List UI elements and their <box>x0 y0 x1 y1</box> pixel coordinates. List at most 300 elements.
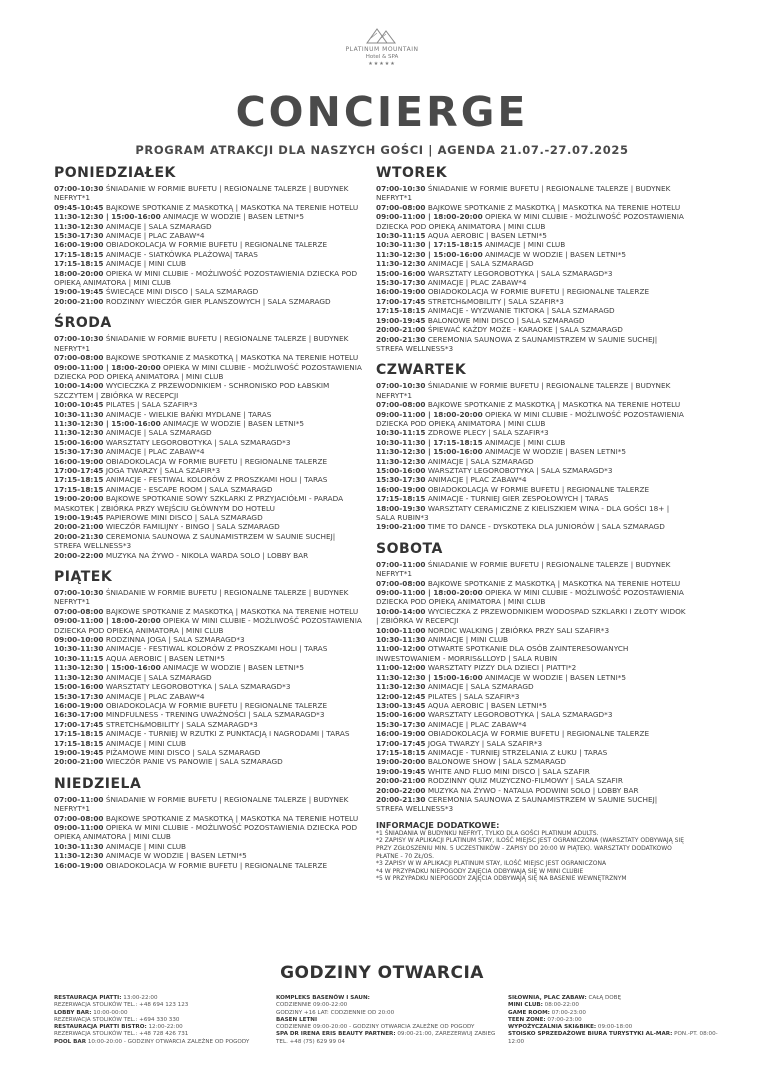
entry-description: BAJKOWE SPOTKANIE Z MASKOTKĄ | MASKOTKA NA TERENIE HOTELU <box>427 578 681 588</box>
schedule-entry <box>54 222 364 231</box>
entry-time: 11:30-12:30 | 15:00-16:00 <box>376 447 483 457</box>
schedule-entry <box>54 757 364 766</box>
schedule-entry <box>376 400 686 409</box>
opening-hours-title: GODZINY OTWARCIA <box>280 963 484 983</box>
schedule-entry <box>376 692 686 701</box>
schedule-entry <box>54 475 364 484</box>
entry-time: 18:00-20:00 <box>54 268 104 278</box>
schedule-entry <box>376 757 686 766</box>
entry-time: 09:00-11:00 | 18:00-20:00 <box>54 362 161 372</box>
day-items <box>54 184 364 306</box>
hours-label: STOISKO SPRZEDAŻOWE BIURA TURYSTYKI AL-MAR: <box>508 1031 673 1038</box>
entry-time: 19:00-19:45 <box>376 315 426 325</box>
entry-time: 07:00-11:00 <box>54 794 104 804</box>
day-items <box>54 588 364 767</box>
hours-label: SPA DR IRENA ERIS BEAUTY PARTNER: <box>276 1031 396 1038</box>
entry-time: 11:30-12:30 <box>54 851 104 861</box>
entry-description: ŚNIADANIE W FORMIE BUFETU | REGIONALNE TALERZE | BUDYNEK NEFRYT*1 <box>376 559 671 579</box>
entry-description: OPIEKA W MINI CLUBIE - MOŻLIWOŚĆ POZOSTAWIENIA DZIECKA POD OPIEKĄ ANIMATORA | MINI CLUB <box>376 409 684 428</box>
schedule-entry <box>54 823 364 842</box>
schedule-entry <box>376 579 686 588</box>
hours-label: RESTAURACJA PIATTI BISTRO: <box>54 1024 147 1031</box>
entry-time: 11:00-12:00 <box>376 644 426 654</box>
brand-stars: ★★★★★ <box>368 61 396 67</box>
entry-description: ANIMACJE W WODZIE | BASEN LETNI*5 <box>485 249 627 259</box>
entry-time: 16:00-19:00 <box>54 860 104 870</box>
entry-time: 10:00-10:45 <box>54 400 104 410</box>
schedule-entry <box>376 673 686 682</box>
hours-label: RESTAURACJA PIATTI: <box>54 995 122 1001</box>
entry-description: OPIEKA W MINI CLUBIE - MOŻLIWOŚĆ POZOSTAWIENIA DZIECKA POD OPIEKĄ ANIMATORA | MINI CLUB <box>54 268 358 288</box>
entry-time: 07:00-11:00 <box>376 559 426 569</box>
schedule-entry <box>376 475 686 484</box>
entry-description: ANIMACJE | MINI CLUB <box>105 738 187 748</box>
entry-description: WYCIECZKA Z PRZEWODNIKIEM WODOSPAD SZKLARKI I ZŁOTY WIDOK | ZBIÓRKA W RECEPCJI <box>376 606 686 626</box>
schedule-entry <box>54 851 364 860</box>
schedule-entry <box>54 410 364 419</box>
entry-time: 15:30-17:30 <box>54 691 104 701</box>
entry-time: 16:00-19:00 <box>376 729 426 739</box>
schedule-entry <box>54 231 364 240</box>
entry-description: ŚNIADANIE W FORMIE BUFETU | REGIONALNE TALERZE | BUDYNEK NEFRYT*1 <box>376 184 671 203</box>
entry-description: ANIMACJE - SIATKÓWKA PLAŻOWA| TARAS <box>105 249 258 259</box>
hours-row <box>276 1024 496 1031</box>
entry-description: WARSZTATY LEGOROBOTYKA | SALA SZMARAGD*3 <box>427 710 613 720</box>
entry-description: MUZYKA NA ŻYWO - NIKOLA WARDA SOLO | LOBBY BAR <box>105 550 309 560</box>
entry-time: 19:00-20:00 <box>54 494 104 504</box>
entry-time: 11:30-12:30 <box>54 672 104 682</box>
entry-description: ANIMACJE | PLAC ZABAW*4 <box>105 691 205 701</box>
entry-description: ANIMACJE | MINI CLUB <box>485 240 566 250</box>
entry-description: MUZYKA NA ŻYWO - NATALIA PODWINI SOLO | LOBBY BAR <box>427 785 639 795</box>
schedule-entry <box>376 316 686 325</box>
entry-time: 07:00-08:00 <box>54 606 104 616</box>
entry-time: 11:30-12:30 | 15:00-16:00 <box>54 418 161 428</box>
schedule-entry <box>54 466 364 475</box>
day-title: CZWARTEK <box>376 362 467 379</box>
entry-description: ANIMACJE | SALA SZMARAGD <box>105 428 212 438</box>
entry-description: ANIMACJE W WODZIE | BASEN LETNI*5 <box>105 851 247 861</box>
entry-time: 09:00-11:00 | 18:00-20:00 <box>54 616 161 626</box>
info-note: *5 W PRZYPADKU NIEPOGODY ZAJĘCIA ODBYWAJĄ SIĘ NA BASENIE WEWNĘTRZNYM <box>376 875 627 883</box>
entry-description: OPIEKA W MINI CLUBIE - MOŻLIWOŚĆ POZOSTAWIENIA DZIECKA POD OPIEKĄ ANIMATORA | MINI CLUB <box>54 362 362 381</box>
schedule-entry <box>54 419 364 428</box>
schedule-entry <box>54 795 364 814</box>
schedule-entry <box>54 400 364 409</box>
schedule-entry <box>376 682 686 691</box>
schedule-entry <box>376 729 686 738</box>
entry-description: ANIMACJE W WODZIE | BASEN LETNI*5 <box>485 672 627 682</box>
schedule-entry <box>54 494 364 513</box>
entry-description: ŚNIADANIE W FORMIE BUFETU | REGIONALNE TALERZE | BUDYNEK NEFRYT*1 <box>54 588 349 607</box>
hours-row <box>276 1010 496 1017</box>
entry-time: 19:00-19:45 <box>54 287 104 297</box>
entry-time: 15:30-17:30 <box>54 231 104 241</box>
schedule-entry <box>376 767 686 776</box>
schedule-entry <box>376 335 686 354</box>
entry-description: ŚNIADANIE W FORMIE BUFETU | REGIONALNE TALERZE | BUDYNEK NEFRYT*1 <box>54 794 349 814</box>
entry-time: 20:00-21:00 <box>54 757 104 767</box>
entry-time: 11:30-12:30 | 15:00-16:00 <box>376 672 483 682</box>
schedule-entry <box>376 663 686 672</box>
schedule-entry <box>54 692 364 701</box>
hours-label: WYPOŻYCZALNIA SKI&BIKE: <box>508 1024 597 1031</box>
entry-description: ANIMACJE - ESCAPE ROOM | SALA SZMARAGD <box>105 484 273 494</box>
entry-description: OBIADOKOLACJA W FORMIE BUFETU | REGIONALNE TALERZE <box>427 484 650 494</box>
schedule-entry <box>376 447 686 456</box>
entry-description: CEREMONIA SAUNOWA Z SAUNAMISTRZEM W SAUNIE SUCHEJ| STREFA WELLNESS*3 <box>376 794 658 814</box>
entry-description: ANIMACJE - WYZWANIE TIKTOKA | SALA SZMARAGD <box>427 306 615 316</box>
entry-time: 20:00-21:00 <box>54 522 104 532</box>
info-title: INFORMACJE DODATKOWE: <box>376 819 500 830</box>
entry-description: OPIEKA W MINI CLUBIE - MOŻLIWOŚĆ POZOSTAWIENIA DZIECKA POD OPIEKĄ ANIMATORA | MINI CLUB <box>54 822 358 842</box>
entry-description: OPIEKA W MINI CLUBIE - MOŻLIWOŚĆ POZOSTAWIENIA DZIECKA POD OPIEKĄ ANIMATORA | MINI CLUB <box>376 212 684 231</box>
day-title: PONIEDZIAŁEK <box>54 165 176 181</box>
hours-row <box>508 995 728 1002</box>
day-title: SOBOTA <box>376 540 443 557</box>
schedule-entry <box>376 607 686 626</box>
entry-time: 15:00-16:00 <box>54 682 104 692</box>
entry-description: STRETCH&MOBILITY | SALA SZAFIR*3 <box>427 296 564 306</box>
entry-time: 15:00-16:00 <box>376 465 426 475</box>
entry-description: RODZINNY WIECZÓR GIER PLANSZOWYCH | SALA SZMARAGD <box>105 296 331 306</box>
entry-time: 15:00-16:00 <box>54 437 104 447</box>
schedule-entry <box>54 212 364 221</box>
entry-time: 09:00-11:00 | 18:00-20:00 <box>376 212 483 222</box>
schedule-entry <box>54 635 364 644</box>
entry-description: STRETCH&MOBILITY | SALA SZMARAGD*3 <box>105 719 258 729</box>
entry-time: 07:00-08:00 <box>54 813 104 823</box>
hours-row <box>54 1002 274 1009</box>
entry-time: 09:45-10:45 <box>54 202 104 212</box>
schedule-entry <box>376 428 686 437</box>
entry-description: WARSZTATY LEGOROBOTYKA | SALA SZMARAGD*3 <box>427 465 613 475</box>
entry-time: 17:15-18:15 <box>54 729 104 739</box>
hours-column-3 <box>508 995 728 1046</box>
hours-label: SIŁOWNIA, PLAC ZABAW: <box>508 995 587 1001</box>
schedule-entry <box>376 184 686 203</box>
schedule-entry <box>54 447 364 456</box>
schedule-entry <box>376 466 686 475</box>
hours-label: BASEN LETNI <box>276 1016 318 1023</box>
entry-time: 19:00-20:00 <box>376 757 426 767</box>
schedule-entry <box>54 842 364 851</box>
entry-time: 07:00-10:30 <box>54 334 104 344</box>
entry-description: BAJKOWE SPOTKANIE Z MASKOTKĄ | MASKOTKA NA TERENIE HOTELU <box>427 400 681 410</box>
entry-time: 09:00-11:00 | 18:00-20:00 <box>376 409 483 419</box>
entry-time: 17:15-18:15 <box>376 494 426 504</box>
day-items <box>376 560 686 814</box>
entry-time: 17:15-18:15 <box>54 738 104 748</box>
schedule-entry <box>54 682 364 691</box>
schedule-entry <box>54 748 364 757</box>
info-note: *4 W PRZYPADKU NIEPOGODY ZAJĘCIA ODBYWAJĄ SIĘ W MINI CLUBIE <box>376 867 584 875</box>
entry-description: BAJKOWE SPOTKANIE SOWY SZKLARKI Z PRZYJACIÓŁMI - PARADA MASKOTEK | ZBIÓRKA PRZY WEJŚCIU GŁÓWNYM DO HOTELU <box>54 494 344 513</box>
schedule-entry <box>376 240 686 249</box>
entry-time: 20:00-21:00 <box>376 776 426 786</box>
schedule-entry <box>376 485 686 494</box>
entry-time: 19:00-19:45 <box>376 766 426 776</box>
entry-description: JOGA TWARZY | SALA SZAFIR*3 <box>427 738 543 748</box>
entry-time: 09:00-10:00 <box>54 635 104 645</box>
hours-row <box>54 1039 274 1046</box>
schedule-entry <box>376 720 686 729</box>
entry-time: 17:15-18:15 <box>54 484 104 494</box>
schedule-entry <box>376 212 686 231</box>
day-title: WTOREK <box>376 165 448 181</box>
hours-column-2 <box>276 995 496 1046</box>
schedule-entry <box>376 776 686 785</box>
schedule-entry <box>54 729 364 738</box>
entry-time: 15:30-17:30 <box>376 719 426 729</box>
entry-time: 10:30-11:15 <box>376 231 426 241</box>
schedule-entry <box>54 457 364 466</box>
schedule-entry <box>376 278 686 287</box>
hours-label: MINI CLUB: <box>508 1002 543 1009</box>
hours-row <box>276 995 496 1002</box>
hours-value: REZERWACJA STOLIKÓW TEL.: +48 694 123 123 <box>54 1002 189 1009</box>
hours-value: CAŁĄ DOBĘ <box>588 995 622 1001</box>
schedule-entry <box>54 240 364 249</box>
entry-time: 19:00-21:00 <box>376 522 426 532</box>
schedule-entry <box>376 438 686 447</box>
entry-time: 17:00-17:45 <box>54 719 104 729</box>
schedule-entry <box>376 701 686 710</box>
entry-time: 07:00-10:30 <box>54 184 104 193</box>
entry-description: ANIMACJE | PLAC ZABAW*4 <box>427 719 527 729</box>
schedule-entry <box>54 363 364 382</box>
entry-description: JOGA TWARZY | SALA SZAFIR*3 <box>105 465 221 475</box>
entry-time: 07:00-08:00 <box>376 400 426 410</box>
entry-time: 10:30-11:15 <box>376 428 426 438</box>
mountain-logo-icon <box>365 26 399 44</box>
schedule-entry <box>376 494 686 503</box>
entry-time: 12:00-12:45 <box>376 691 426 701</box>
schedule-entry <box>54 485 364 494</box>
entry-description: PIŻAMOWE MINI DISCO | SALA SZMARAGD <box>105 747 261 757</box>
day-section <box>54 162 364 306</box>
schedule-entry <box>376 410 686 429</box>
entry-time: 09:00-11:00 <box>54 822 104 832</box>
entry-description: ANIMACJE - FESTIWAL KOLORÓW Z PROSZKAMI HOLI | TARAS <box>105 644 328 654</box>
entry-description: ANIMACJE | MINI CLUB <box>105 841 187 851</box>
schedule-entry <box>54 654 364 663</box>
schedule-entry <box>54 739 364 748</box>
entry-time: 17:15-18:15 <box>54 475 104 485</box>
entry-description: WIECZÓR FAMILIJNY - BINGO | SALA SZMARAGD <box>105 522 280 532</box>
hours-value: 07:00-23:00 <box>551 1009 586 1016</box>
schedule-entry <box>54 297 364 306</box>
entry-description: WYCIECZKA Z PRZEWODNIKIEM - SCHRONISKO POD ŁABSKIM SZCZYTEM | ZBIÓRKA W RECEPCJI <box>54 381 330 400</box>
entry-time: 07:00-10:30 <box>376 381 426 391</box>
entry-description: TIME TO DANCE - DYSKOTEKA DLA JUNIORÓW | SALA SZMARAGD <box>427 522 665 532</box>
entry-time: 10:30-11:30 <box>376 635 426 645</box>
info-note: *1 ŚNIADANIA W BUDYNKU NEFRYT, TYLKO DLA GOŚCI PLATINUM ADULTS. <box>376 829 599 837</box>
entry-time: 20:00-21:00 <box>376 325 426 335</box>
entry-time: 10:30-11:30 <box>54 409 104 419</box>
schedule-entry <box>54 250 364 259</box>
hours-value: GODZINY +16 LAT: CODZIENNIE OD 20:00 <box>276 1009 395 1016</box>
schedule-entry <box>376 203 686 212</box>
hours-value: 12:00-22:00 <box>148 1024 183 1031</box>
schedule-entry <box>54 381 364 400</box>
hours-row <box>508 1010 728 1017</box>
entry-time: 07:00-08:00 <box>376 202 426 212</box>
hours-row <box>54 1010 274 1017</box>
entry-time: 10:30-11:30 <box>54 841 104 851</box>
entry-description: ANIMACJE W WODZIE | BASEN LETNI*5 <box>163 663 305 673</box>
schedule-entry <box>376 297 686 306</box>
entry-time: 10:30-11:30 | 17:15-18:15 <box>376 437 483 447</box>
day-section <box>376 162 686 353</box>
hours-value: CODZIENNIE 09:00-22:00 <box>276 1002 348 1009</box>
schedule-entry <box>376 710 686 719</box>
entry-time: 19:00-19:45 <box>54 513 104 522</box>
entry-time: 16:00-19:00 <box>54 700 104 710</box>
entry-time: 18:00-19:30 <box>376 503 426 513</box>
hours-value: 10:00-20:00 - GODZINY OTWARCIA ZALEŻNE OD POGODY <box>87 1038 250 1045</box>
schedule-entry <box>376 626 686 635</box>
entry-description: PAPIEROWE MINI DISCO | SALA SZMARAGD <box>105 513 263 522</box>
schedule-entry <box>54 663 364 672</box>
entry-description: PILATES | SALA SZAFIR*3 <box>427 691 520 701</box>
entry-description: ANIMACJE | SALA SZMARAGD <box>427 682 534 692</box>
hours-value: 07:00-23:00 <box>547 1016 582 1023</box>
entry-description: ANIMACJE | PLAC ZABAW*4 <box>427 475 527 485</box>
entry-time: 11:30-12:30 | 15:00-16:00 <box>54 212 161 222</box>
schedule-entry <box>54 334 364 353</box>
entry-time: 16:00-19:00 <box>54 456 104 466</box>
entry-time: 16:30-17:00 <box>54 710 104 720</box>
entry-description: BAJKOWE SPOTKANIE Z MASKOTKĄ | MASKOTKA NA TERENIE HOTELU <box>105 202 359 212</box>
schedule-entry <box>54 184 364 203</box>
hours-label: GAME ROOM: <box>508 1009 550 1016</box>
hours-row <box>54 1031 274 1038</box>
schedule-entry <box>376 269 686 278</box>
schedule-entry <box>376 786 686 795</box>
day-section <box>54 773 364 870</box>
entry-time: 15:00-16:00 <box>376 710 426 720</box>
schedule-entry <box>54 532 364 551</box>
entry-time: 11:30-12:30 | 15:00-16:00 <box>376 249 483 259</box>
entry-time: 11:30-12:30 <box>376 456 426 466</box>
entry-time: 10:00-14:00 <box>376 606 426 616</box>
day-items <box>54 795 364 870</box>
entry-time: 20:00-22:00 <box>376 785 426 795</box>
info-note: *2 ZAPISY W APLIKACJI PLATINUM STAY, ILOŚĆ MIEJSC JEST OGRANICZONA (WARSZTATY ODBYWAJĄ SIĘ PRZY ZGŁOSZENIU MIN. 5 UCZESTNIKÓW - ZAPISY DO 20:00 W PIĄTEK). WARSZTATY DODATKOWO PŁATNE - 70 ZŁ/OS. <box>376 837 685 860</box>
schedule-entry <box>376 588 686 607</box>
schedule-entry <box>54 616 364 635</box>
entry-description: ANIMACJE - TURNIEJ GIER ZESPOŁOWYCH | TARAS <box>427 494 609 504</box>
entry-description: RODZINNA JOGA | SALA SZMARAGD*3 <box>105 635 245 645</box>
hours-row <box>276 1031 496 1046</box>
hours-value: 09:00-18:00 <box>597 1024 633 1031</box>
entry-description: OBIADOKOLACJA W FORMIE BUFETU | REGIONALNE TALERZE <box>105 456 328 466</box>
entry-description: ANIMACJE | SALA SZMARAGD <box>427 456 534 466</box>
schedule-entry <box>54 438 364 447</box>
entry-time: 16:00-19:00 <box>376 484 426 494</box>
entry-time: 16:00-19:00 <box>376 287 426 297</box>
schedule-entry <box>54 287 364 296</box>
schedule-entry <box>54 710 364 719</box>
entry-time: 20:00-21:00 <box>54 296 104 306</box>
entry-description: CEREMONIA SAUNOWA Z SAUNAMISTRZEM W SAUNIE SUCHEJ| STREFA WELLNESS*3 <box>376 334 658 353</box>
schedule-entry <box>54 644 364 653</box>
hours-row <box>276 1002 496 1009</box>
entry-description: ANIMACJE | SALA SZMARAGD <box>427 259 534 269</box>
entry-description: ANIMACJE | PLAC ZABAW*4 <box>105 231 205 241</box>
schedule-entry <box>376 644 686 663</box>
hours-value: REZERWACJA STOLIKÓW TEL.: +48 728 426 731 <box>54 1031 189 1038</box>
schedule-entry <box>54 861 364 870</box>
day-items <box>376 381 686 532</box>
hours-value: CODZIENNIE 09:00-20:00 - GODZINY OTWARCIA ZALEŻNE OD POGODY <box>276 1024 475 1031</box>
entry-description: WARSZTATY LEGOROBOTYKA | SALA SZMARAGD*3 <box>105 437 291 447</box>
entry-description: NORDIC WALKING | ZBIÓRKA PRZY SALI SZAFIR*3 <box>427 625 610 635</box>
entry-description: OPIEKA W MINI CLUBIE - MOŻLIWOŚĆ POZOSTAWIENIA DZIECKA POD OPIEKĄ ANIMATORA | MINI CLUB <box>376 588 684 607</box>
hours-label: POOL BAR <box>54 1038 87 1045</box>
schedule-entry <box>54 607 364 616</box>
entry-description: MINDFULNESS - TRENING UWAŻNOŚCI | SALA SZMARAGD*3 <box>105 710 325 720</box>
schedule-entry <box>54 428 364 437</box>
entry-description: WIECZÓR PANIE VS PANOWIE | SALA SZMARAGD <box>105 757 283 767</box>
entry-description: ANIMACJE W WODZIE | BASEN LETNI*5 <box>163 418 305 428</box>
entry-description: PILATES | SALA SZAFIR*3 <box>105 400 198 410</box>
hours-row <box>508 1031 728 1046</box>
entry-time: 07:00-10:30 <box>376 184 426 193</box>
entry-time: 17:00-17:45 <box>54 465 104 475</box>
entry-description: OBIADOKOLACJA W FORMIE BUFETU | REGIONALNE TALERZE <box>427 287 650 297</box>
schedule-entry <box>376 635 686 644</box>
schedule-entry <box>54 353 364 362</box>
entry-description: BAJKOWE SPOTKANIE Z MASKOTKĄ | MASKOTKA NA TERENIE HOTELU <box>105 353 359 363</box>
day-section <box>54 566 364 767</box>
entry-description: OPIEKA W MINI CLUBIE - MOŻLIWOŚĆ POZOSTAWIENIA DZIECKA POD OPIEKĄ ANIMATORA | MINI CLUB <box>54 616 362 635</box>
entry-time: 10:30-11:30 <box>54 644 104 654</box>
schedule-entry <box>54 269 364 288</box>
entry-time: 19:00-19:45 <box>54 747 104 757</box>
hours-value: PON.-PT. 08:00-12:00 <box>508 1031 718 1045</box>
hours-row <box>508 1002 728 1009</box>
entry-description: BAJKOWE SPOTKANIE Z MASKOTKĄ | MASKOTKA NA TERENIE HOTELU <box>427 202 681 212</box>
schedule-entry <box>54 673 364 682</box>
entry-description: ŚNIADANIE W FORMIE BUFETU | REGIONALNE TALERZE | BUDYNEK NEFRYT*1 <box>54 334 349 353</box>
entry-description: ANIMACJE | PLAC ZABAW*4 <box>105 447 205 457</box>
entry-time: 15:30-17:30 <box>376 475 426 485</box>
day-title: PIĄTEK <box>54 569 113 586</box>
schedule-entry <box>54 551 364 560</box>
schedule-entry <box>54 203 364 212</box>
hours-label: KOMPLEKS BASENÓW I SAUN: <box>276 995 370 1001</box>
entry-description: BAJKOWE SPOTKANIE Z MASKOTKĄ | MASKOTKA NA TERENIE HOTELU <box>105 606 359 616</box>
entry-time: 15:30-17:30 <box>54 447 104 457</box>
schedule-entry <box>376 748 686 757</box>
entry-time: 20:00-22:00 <box>54 550 104 560</box>
entry-description: WHITE AND FLUO MINI DISCO | SALA SZAFIR <box>427 766 590 776</box>
entry-description: ANIMACJE | SALA SZMARAGD <box>105 221 212 231</box>
entry-description: BAJKOWE SPOTKANIE Z MASKOTKĄ | MASKOTKA NA TERENIE HOTELU <box>105 813 359 823</box>
schedule-entry <box>376 325 686 334</box>
entry-description: ANIMACJE - FESTIWAL KOLORÓW Z PROSZKAMI HOLI | TARAS <box>105 475 328 485</box>
entry-time: 10:00-11:00 <box>376 625 426 635</box>
hours-value: REZERWACJA STOLIKÓW TEL.: +694 330 330 <box>54 1016 180 1023</box>
entry-time: 17:15-18:15 <box>376 306 426 316</box>
entry-description: OBIADOKOLACJA W FORMIE BUFETU | REGIONALNE TALERZE <box>105 700 328 710</box>
entry-time: 09:00-11:00 | 18:00-20:00 <box>376 588 483 598</box>
entry-description: WARSZTATY PIZZY DLA DZIECI | PIATTI*2 <box>427 663 577 673</box>
schedule-entry <box>376 306 686 315</box>
brand-subtitle: Hotel & SPA <box>365 54 399 60</box>
